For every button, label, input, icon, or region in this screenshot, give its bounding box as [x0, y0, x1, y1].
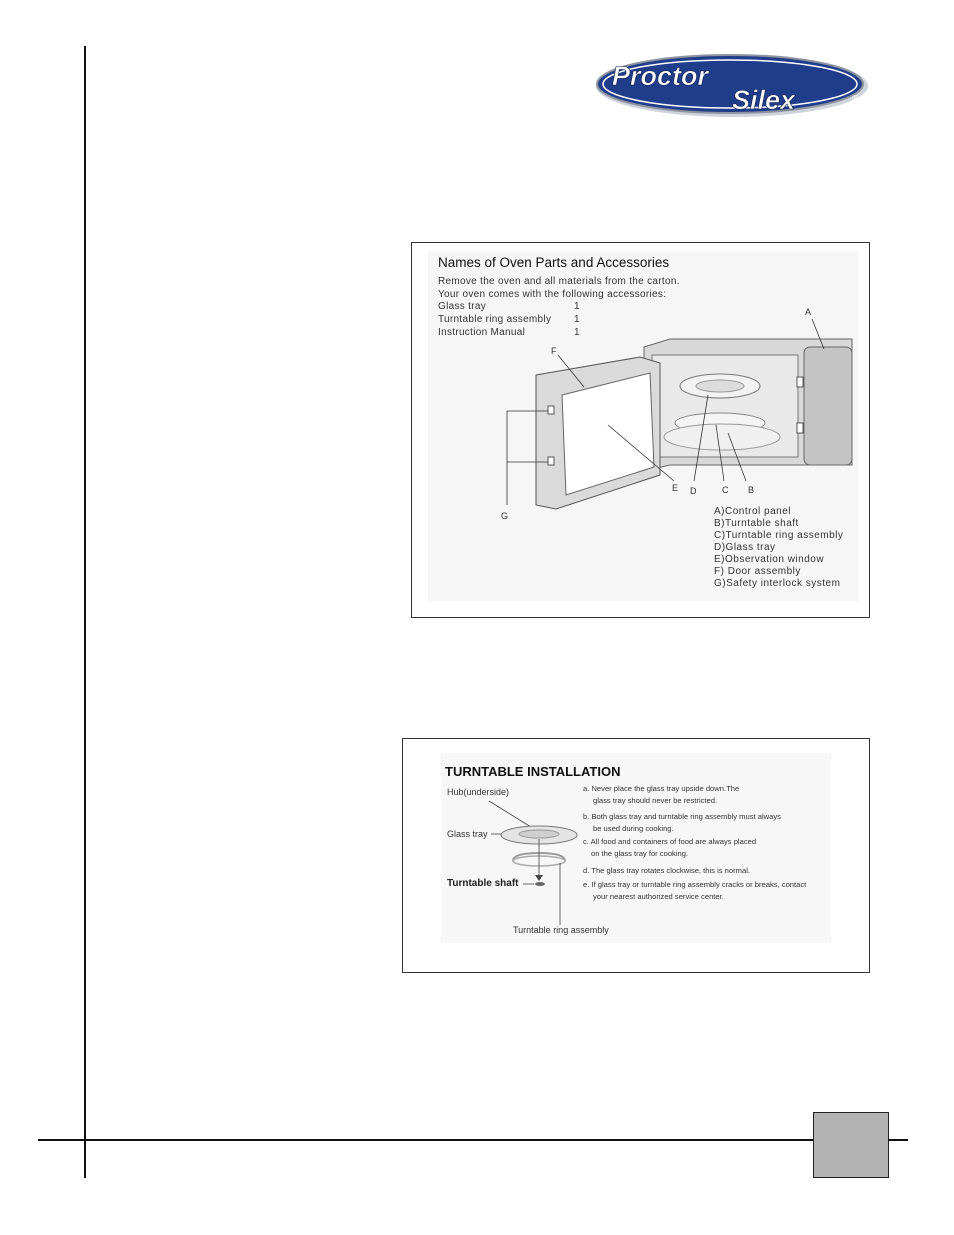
legend-item: D)Glass tray	[714, 542, 776, 553]
footer-rule	[38, 1139, 908, 1141]
oven-parts-title: Names of Oven Parts and Accessories	[438, 255, 670, 270]
accessory-qty: 1	[574, 327, 580, 338]
hub-label: Hub(underside)	[447, 787, 510, 797]
instruction-line: e. If glass tray or turntable ring assembly cracks or breaks, contact	[583, 880, 807, 889]
left-margin-rule	[84, 46, 86, 1178]
instruction-line: c. All food and containers of food are always placed	[583, 837, 757, 846]
control-panel	[804, 347, 852, 465]
accessory-qty: 1	[574, 301, 580, 312]
accessory-name: Turntable ring assembly	[438, 314, 552, 325]
glass-tray-center	[696, 380, 744, 392]
instruction-line: be used during cooking.	[593, 824, 674, 833]
instruction-item	[583, 879, 811, 903]
legend-item: G)Safety interlock system	[714, 578, 841, 589]
hub-shape	[519, 830, 559, 838]
proctor-silex-logo	[594, 52, 874, 120]
glass-tray-label: Glass tray	[447, 829, 488, 839]
logo-text-bottom: Silex	[732, 85, 796, 115]
instruction-line: your nearest authorized service center.	[593, 892, 724, 901]
turntable-shaft-shape	[535, 882, 545, 886]
instruction-line: b. Both glass tray and turntable ring assembly must always	[583, 812, 781, 821]
latch-slot	[797, 377, 803, 387]
instruction-item	[583, 836, 811, 860]
legend-item: F) Door assembly	[714, 566, 801, 577]
callout-e: E	[672, 483, 679, 493]
oven-parts-panel	[411, 242, 870, 618]
turntable-installation-panel	[402, 738, 870, 973]
oven-parts-intro-2: Your oven comes with the following accessories:	[438, 289, 667, 300]
instruction-line: glass tray should never be restricted.	[593, 796, 718, 805]
instruction-item	[583, 811, 811, 835]
logo-text-top: Proctor	[612, 61, 709, 91]
callout-g: G	[501, 511, 509, 521]
accessory-qty: 1	[574, 314, 580, 325]
logo-registered-mark: ®	[852, 94, 860, 105]
callout-d: D	[690, 486, 697, 496]
instruction-item	[583, 783, 811, 807]
assembly-arrowhead	[535, 875, 543, 881]
page-number-box	[813, 1112, 889, 1178]
instruction-item	[583, 865, 811, 877]
callout-c: C	[722, 485, 729, 495]
instruction-line: on the glass tray for cooking.	[591, 849, 689, 858]
accessory-name: Glass tray	[438, 301, 487, 312]
callout-a: A	[805, 307, 812, 317]
instruction-line: a. Never place the glass tray upside down.The	[583, 784, 740, 793]
legend-item: C)Turntable ring assembly	[714, 530, 844, 541]
latch-slot	[797, 423, 803, 433]
callout-f: F	[551, 346, 557, 356]
instruction-line: d. The glass tray rotates clockwise, this is normal.	[583, 866, 750, 875]
turntable-shaft-label: Turntable shaft	[447, 878, 519, 889]
accessory-name: Instruction Manual	[438, 327, 526, 338]
oven-parts-intro-1: Remove the oven and all materials from the carton.	[438, 276, 680, 287]
turntable-ring-label: Turntable ring assembly	[513, 925, 609, 935]
hub-leader-line	[489, 801, 531, 827]
callout-b: B	[748, 485, 755, 495]
cavity-floor	[664, 424, 780, 450]
legend-item: B)Turntable shaft	[714, 518, 799, 529]
turntable-title: TURNTABLE INSTALLATION	[445, 764, 621, 779]
interlock-hook	[548, 457, 554, 465]
legend-item: A)Control panel	[714, 506, 791, 517]
interlock-hook	[548, 406, 554, 414]
legend-item: E)Observation window	[714, 554, 825, 565]
